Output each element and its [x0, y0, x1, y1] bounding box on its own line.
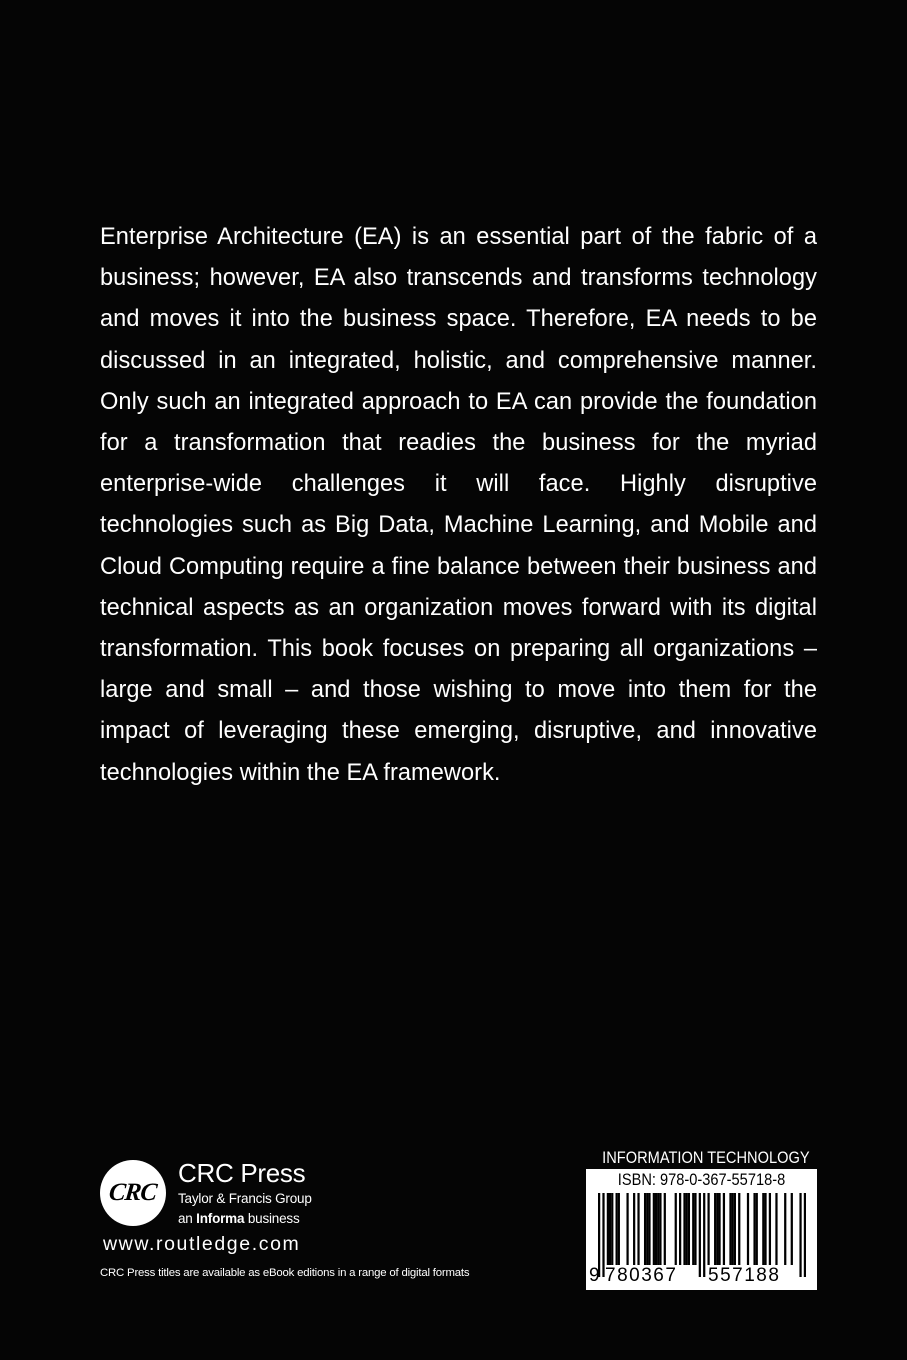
ebook-availability-note: CRC Press titles are available as eBook editions in a range of digital formats — [100, 1267, 470, 1279]
barcode-bar — [655, 1193, 657, 1265]
subject-category: INFORMATION TECHNOLOGY — [602, 1148, 810, 1167]
barcode-bar — [694, 1193, 696, 1265]
barcode-bar — [646, 1193, 648, 1265]
publisher-website: www.routledge.com — [103, 1233, 301, 1255]
business-prefix: an — [178, 1211, 197, 1226]
informa-brand: Informa — [196, 1211, 245, 1226]
back-cover-blurb: Enterprise Architecture (EA) is an essential part of the fabric of a business; however, EA also transcends and transforms technology and moves it into the business space. Therefore, EA needs to be discussed in an integrated, holistic, and comprehensive manner. Only such an integrated approach to EA can provide the foundation for a transformation that readies the business for the myriad enterprise-wide challenges it will face. Highly disruptive technologies such as Big Data, Machine Learning, and Mobile and Cloud Computing require a fine balance between their business and technical aspects as an organization moves forward with its digital transformation. This book focuses on preparing all organizations – large and small – and those wishing to move into them for the impact of leveraging these emerging, disruptive, and innovative technologies within the EA framework. — [100, 224, 817, 786]
barcode-bar — [616, 1193, 618, 1265]
barcode-bar — [618, 1193, 620, 1265]
barcode-bar — [659, 1193, 661, 1265]
barcode-bar — [714, 1193, 716, 1265]
barcode-bar — [769, 1193, 771, 1265]
barcode-bar — [657, 1193, 659, 1265]
barcode-bar — [762, 1193, 764, 1265]
barcode-bar — [664, 1193, 666, 1265]
isbn-label: ISBN: 978-0-367-55718-8 — [617, 1170, 786, 1189]
barcode-digit-first: 9 — [589, 1265, 600, 1286]
publisher-name: CRC Press — [178, 1158, 306, 1188]
barcode-bar — [707, 1193, 709, 1265]
barcode-digits — [586, 1265, 817, 1289]
barcode-bar — [688, 1193, 690, 1265]
barcode-bar — [723, 1193, 725, 1265]
barcode-bar — [644, 1193, 646, 1265]
business-suffix: business — [244, 1211, 300, 1226]
barcode-bar — [716, 1193, 718, 1265]
publisher-group: Taylor & Francis Group — [178, 1191, 312, 1206]
barcode-digits-left: 780367 — [605, 1265, 678, 1286]
barcode-bar — [675, 1193, 677, 1265]
publisher-business-line — [178, 1211, 300, 1227]
barcode-bar — [679, 1193, 681, 1265]
isbn-barcode-box — [586, 1169, 817, 1290]
barcode-bar — [718, 1193, 720, 1265]
barcode-bar — [753, 1193, 755, 1265]
crc-press-logo — [100, 1160, 166, 1226]
barcode-bar — [791, 1193, 793, 1265]
barcode-bar — [738, 1193, 740, 1265]
barcode-bar — [637, 1193, 639, 1265]
barcode-bar — [653, 1193, 655, 1265]
barcode-bar — [775, 1193, 777, 1265]
barcode-bar — [747, 1193, 749, 1265]
publisher-block — [100, 1158, 540, 1228]
barcode-bar — [686, 1193, 688, 1265]
crc-logo-text: CRC — [108, 1179, 158, 1206]
barcode-bar — [732, 1193, 734, 1265]
barcode-bar — [611, 1193, 613, 1265]
barcode-bar — [784, 1193, 786, 1265]
barcode-bar — [734, 1193, 736, 1265]
barcode-bar — [609, 1193, 611, 1265]
barcode-digits-right: 557188 — [708, 1265, 781, 1286]
barcode-bar — [633, 1193, 635, 1265]
barcode-bar — [692, 1193, 694, 1265]
barcode-bar — [729, 1193, 731, 1265]
barcode-bar — [683, 1193, 685, 1265]
barcode-bar — [756, 1193, 758, 1265]
barcode-bar — [607, 1193, 609, 1265]
barcode-bar — [764, 1193, 766, 1265]
barcode-bar — [626, 1193, 628, 1265]
barcode-bar — [648, 1193, 650, 1265]
